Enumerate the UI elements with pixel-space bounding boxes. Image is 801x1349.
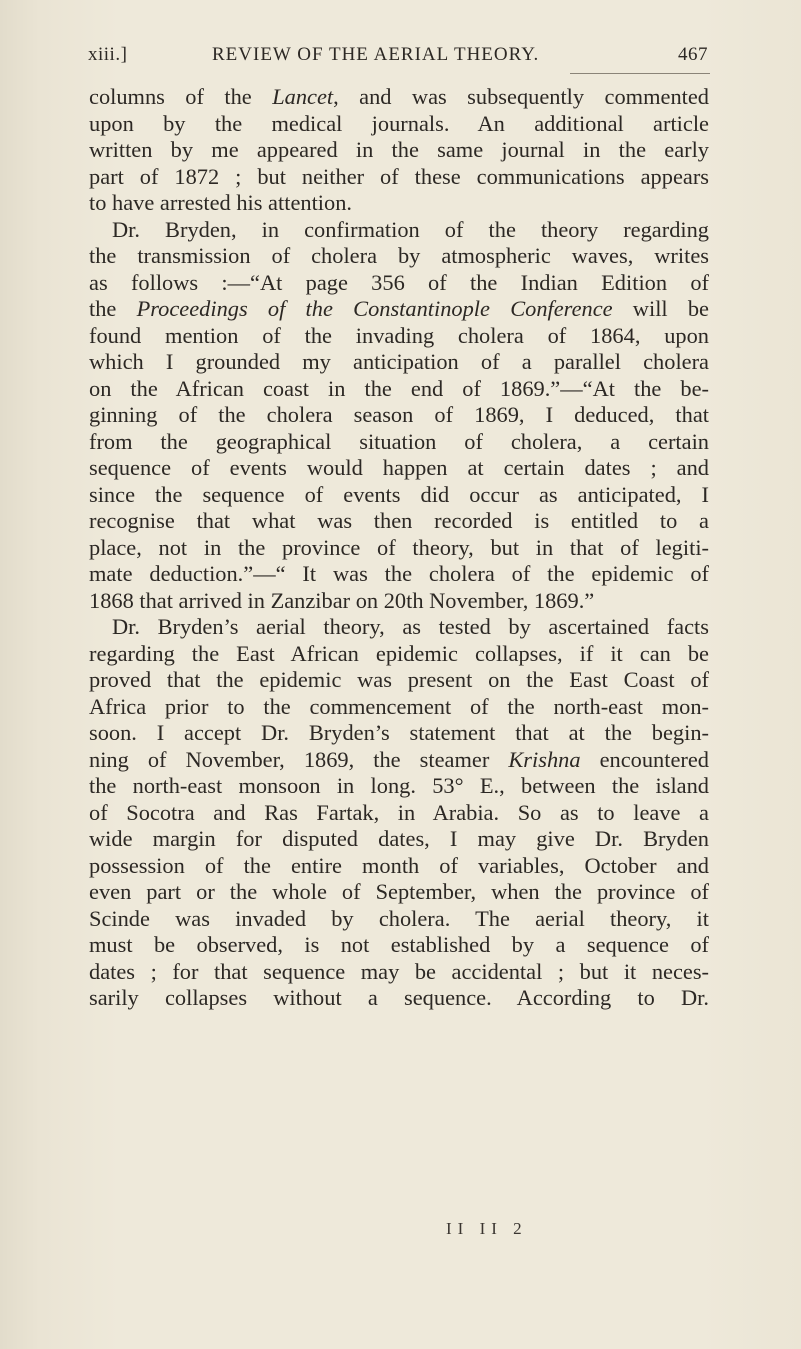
text-line [89, 84, 709, 111]
text-line: written by me appeared in the same journal in the early [89, 137, 709, 162]
text-line: mate deduction.”—“ It was the cholera of the epidemic of [89, 561, 709, 586]
line-text: the Proceedings of the Constantinople Conference will be [89, 296, 709, 321]
text-line [89, 747, 709, 774]
body-text [89, 84, 709, 1012]
text-line: the transmission of cholera by atmospheric waves, writes [89, 243, 709, 268]
text-line: even part or the whole of September, when the province of [89, 879, 709, 904]
text-line: dates ; for that sequence may be accidental ; but it neces- [89, 958, 709, 984]
text-line: must be observed, is not established by a sequence of [89, 932, 709, 957]
text-line: 1868 that arrived in Zanzibar on 20th November, 1869.” [89, 587, 595, 613]
text-line: since the sequence of events did occur as anticipated, I [89, 481, 709, 507]
text-line: part of 1872 ; but neither of these communications appears [89, 163, 709, 189]
text-line: upon by the medical journals. An additional article [89, 110, 709, 136]
line-text: ning of November, 1869, the steamer Krishna encountered [89, 746, 709, 772]
text-line: of Socotra and Ras Fartak, in Arabia. So as to leave a [89, 799, 709, 825]
text-line: soon. I accept Dr. Bryden’s statement that at the begin- [89, 720, 709, 745]
running-header [88, 44, 708, 70]
text-line: Scinde was invaded by cholera. The aerial theory, it [89, 905, 709, 931]
text-line: Africa prior to the commencement of the north-east mon- [89, 693, 709, 719]
text-line [89, 296, 709, 323]
text-line: from the geographical situation of cholera, a certain [89, 428, 709, 454]
text-line: to have arrested his attention. [89, 190, 353, 215]
chapter-marker: xiii.] [88, 44, 128, 65]
text-line: Dr. Bryden, in confirmation of the theory regarding [112, 216, 709, 242]
text-line: on the African coast in the end of 1869.”—“At the be- [89, 375, 709, 401]
text-line: place, not in the province of theory, but in that of legiti- [89, 534, 709, 560]
text-line: Dr. Bryden’s aerial theory, as tested by ascertained facts [112, 614, 709, 639]
page-number: 467 [678, 44, 708, 65]
text-line: found mention of the invading cholera of 1864, upon [89, 322, 709, 348]
text-line: as follows :—“At page 356 of the Indian Edition of [89, 269, 709, 295]
text-line: the north-east monsoon in long. 53° E., between the island [89, 773, 709, 798]
header-rule [570, 73, 710, 74]
text-line: regarding the East African epidemic collapses, if it can be [89, 640, 709, 666]
text-line: proved that the epidemic was present on the East Coast of [89, 667, 709, 692]
text-line: recognise that what was then recorded is entitled to a [89, 508, 709, 533]
text-line: sarily collapses without a sequence. According to Dr. [89, 985, 709, 1010]
text-line: ginning of the cholera season of 1869, I deduced, that [89, 402, 709, 427]
signature-mark: II II 2 [446, 1219, 528, 1238]
text-line: sequence of events would happen at certain dates ; and [89, 455, 709, 480]
line-text: columns of the Lancet, and was subsequently commented [89, 84, 709, 109]
text-line: possession of the entire month of variables, October and [89, 852, 709, 878]
text-line: which I grounded my anticipation of a parallel cholera [89, 349, 709, 374]
text-line: wide margin for disputed dates, I may give Dr. Bryden [89, 826, 709, 851]
running-title: REVIEW OF THE AERIAL THEORY. [212, 44, 540, 65]
